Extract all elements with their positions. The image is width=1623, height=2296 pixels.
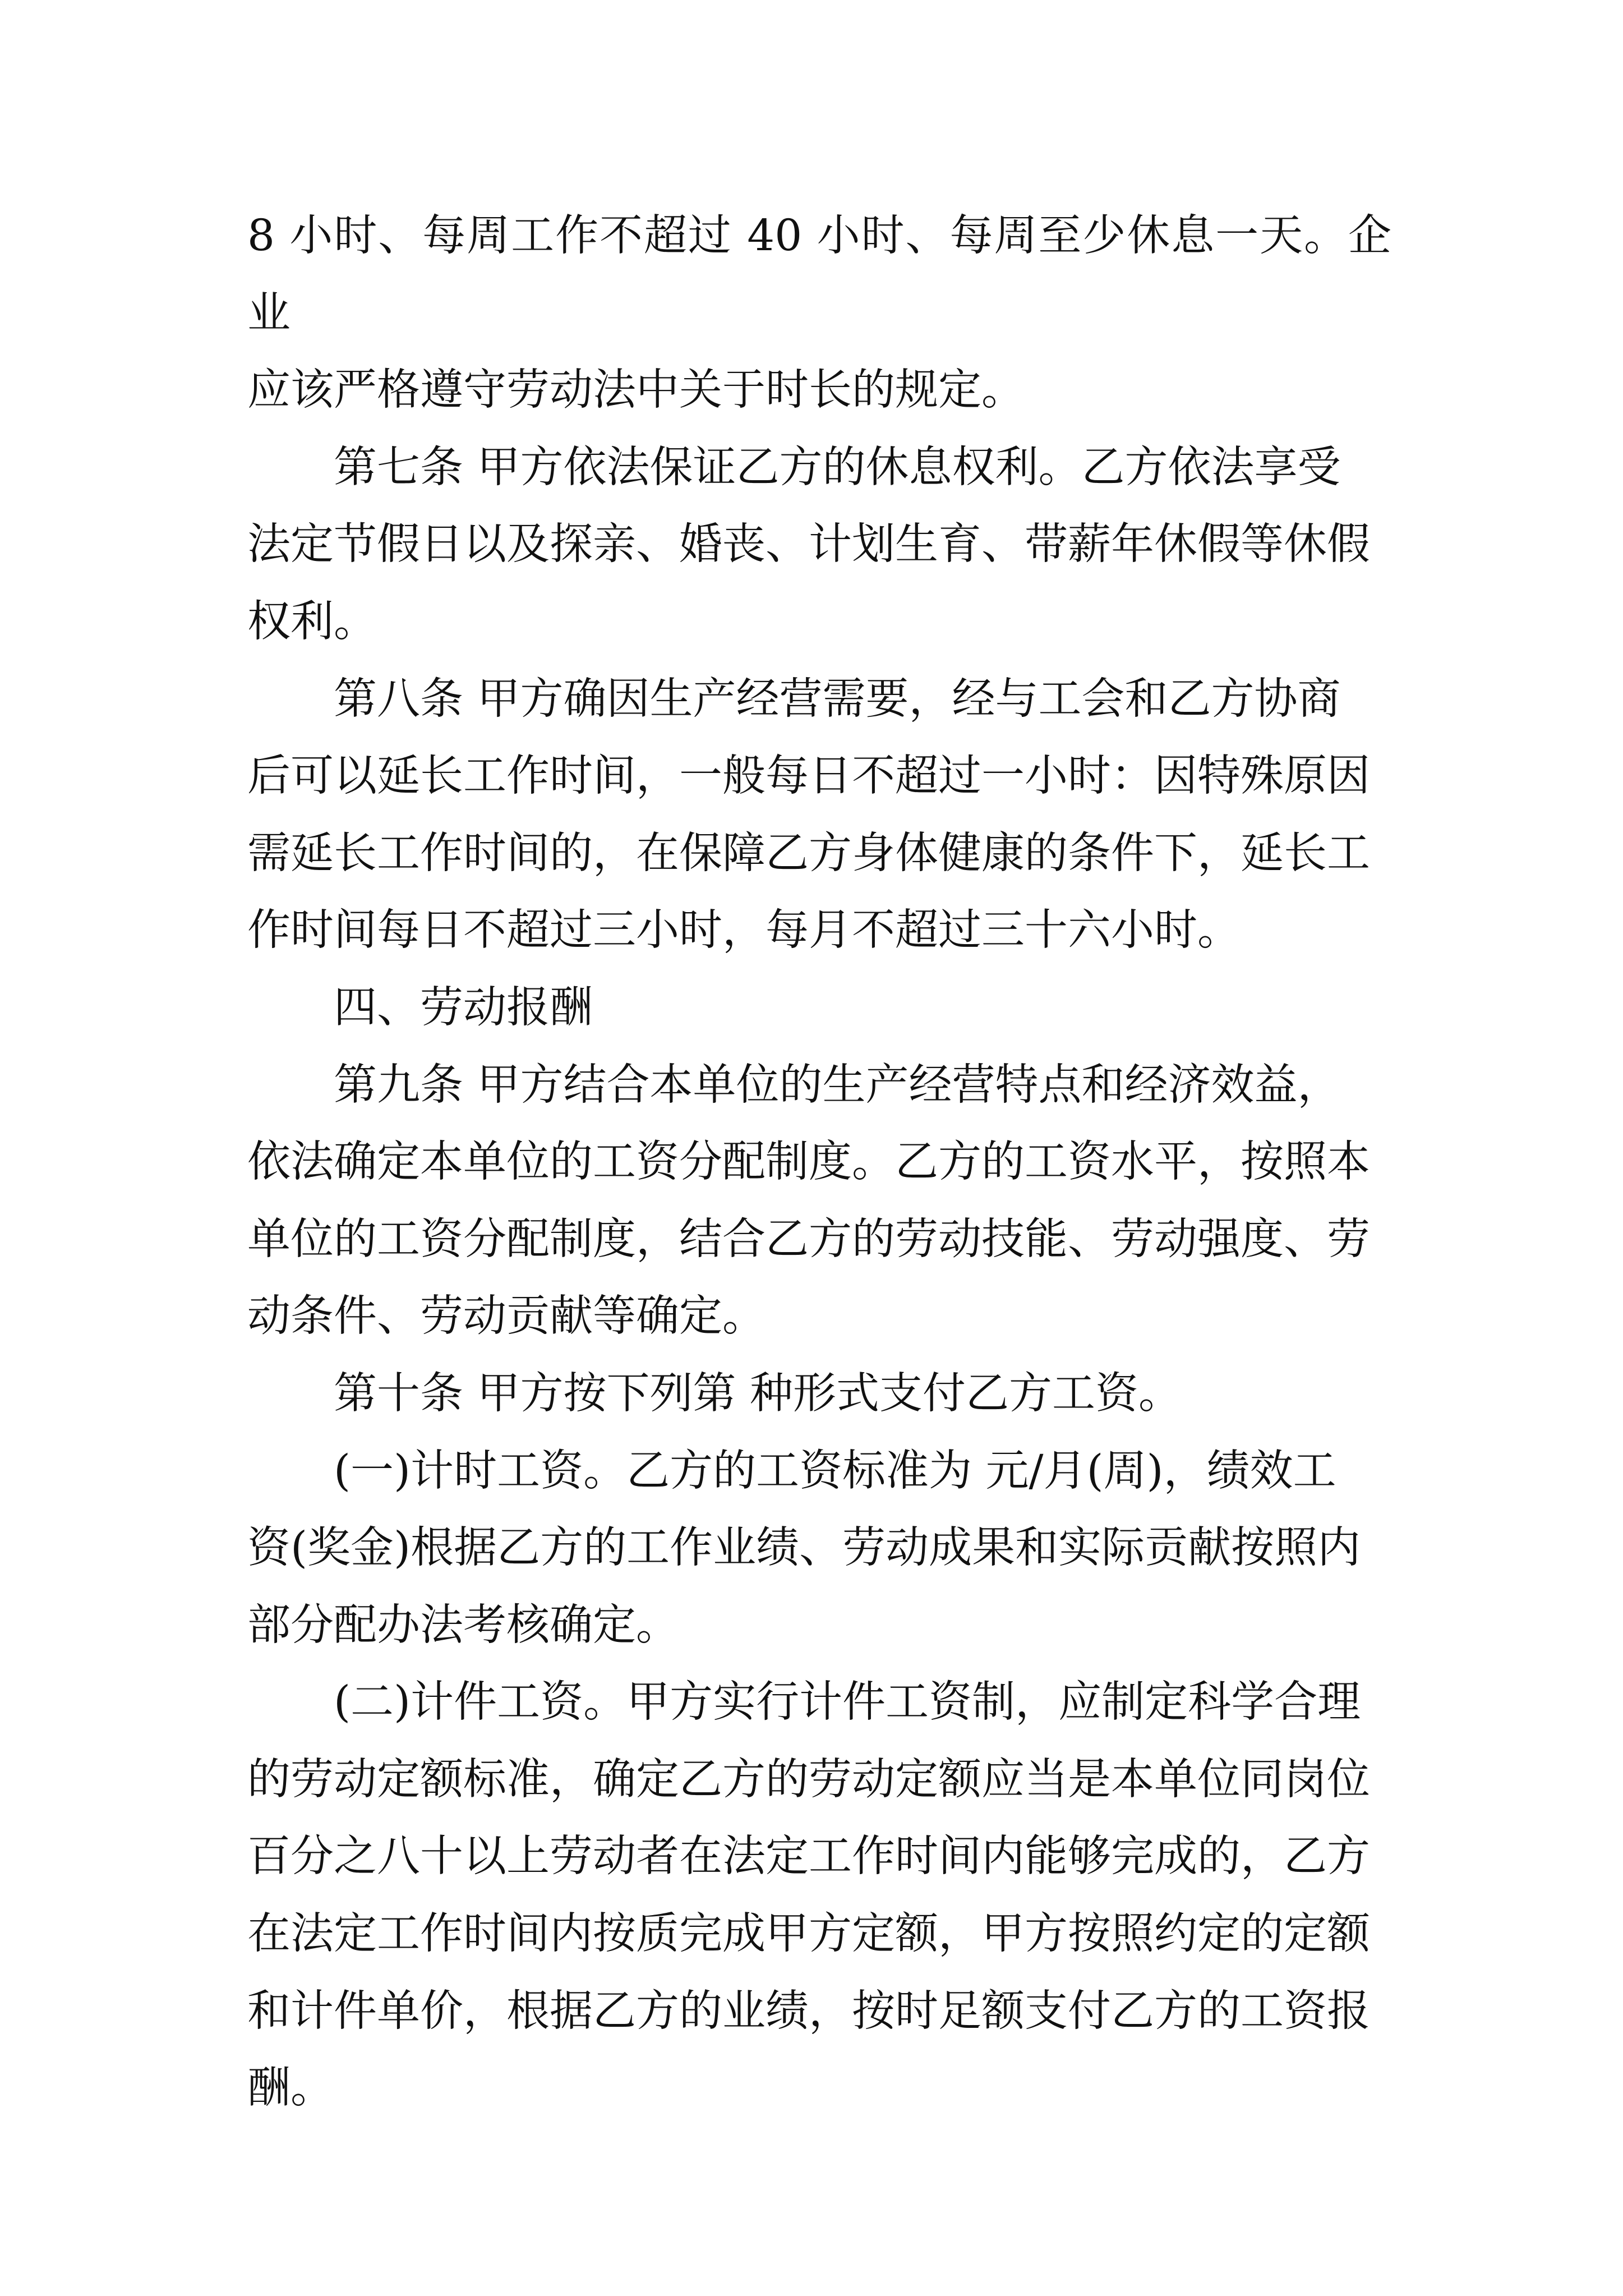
paragraph-item-1 bbox=[247, 1433, 1391, 1664]
text-line: 的劳动定额标准，确定乙方的劳动定额应当是本单位同岗位 bbox=[247, 1754, 1370, 1805]
text-line: 第九条 甲方结合本单位的生产经营特点和经济效益， bbox=[334, 1060, 1341, 1110]
text-line: 依法确定本单位的工资分配制度。乙方的工资水平，按照本 bbox=[247, 1137, 1370, 1188]
text-line: 四、劳动报酬 bbox=[334, 982, 593, 1033]
text-line: (二)计件工资。甲方实行计件工资制，应制定科学合理 bbox=[334, 1677, 1361, 1728]
text-line: 资(奖金)根据乙方的工作业绩、劳动成果和实际贡献按照内 bbox=[247, 1523, 1361, 1573]
section-heading bbox=[247, 969, 1391, 1047]
text-line: (一)计时工资。乙方的工资标准为 元/月(周)，绩效工 bbox=[334, 1446, 1336, 1496]
text-line: 后可以延长工作时间，一般每日不超过一小时：因特殊原因 bbox=[247, 751, 1370, 802]
text-line: 权利。 bbox=[247, 596, 377, 647]
text-line: 酬。 bbox=[247, 2063, 334, 2114]
text-line: 应该严格遵守劳动法中关于时长的规定。 bbox=[247, 365, 1025, 416]
text-line: 第七条 甲方依法保证乙方的休息权利。乙方依法享受 bbox=[334, 442, 1341, 493]
paragraph-continuation bbox=[247, 197, 1391, 429]
text-line: 部分配办法考核确定。 bbox=[247, 1600, 679, 1650]
paragraph-article-10 bbox=[247, 1355, 1391, 1433]
paragraph-article-8 bbox=[247, 661, 1391, 969]
document-body bbox=[247, 197, 1391, 2127]
text-line: 单位的工资分配制度，结合乙方的劳动技能、劳动强度、劳 bbox=[247, 1214, 1370, 1264]
text-line: 动条件、劳动贡献等确定。 bbox=[247, 1291, 766, 1342]
paragraph-item-2 bbox=[247, 1664, 1391, 2127]
paragraph-article-9 bbox=[247, 1047, 1391, 1355]
text-line: 作时间每日不超过三小时，每月不超过三十六小时。 bbox=[247, 905, 1241, 956]
text-line: 第十条 甲方按下列第 种形式支付乙方工资。 bbox=[334, 1368, 1182, 1419]
text-line: 和计件单价，根据乙方的业绩，按时足额支付乙方的工资报 bbox=[247, 1986, 1370, 2036]
paragraph-article-7 bbox=[247, 429, 1391, 661]
text-line: 在法定工作时间内按质完成甲方定额，甲方按照约定的定额 bbox=[247, 1909, 1370, 1959]
text-line: 8 小时、每周工作不超过 40 小时、每周至少休息一天。企业 bbox=[247, 211, 1391, 338]
text-line: 百分之八十以上劳动者在法定工作时间内能够完成的，乙方 bbox=[247, 1832, 1370, 1882]
text-line: 需延长工作时间的，在保障乙方身体健康的条件下，延长工 bbox=[247, 828, 1370, 878]
text-line: 法定节假日以及探亲、婚丧、计划生育、带薪年休假等休假 bbox=[247, 519, 1370, 570]
text-line: 第八条 甲方确因生产经营需要，经与工会和乙方协商 bbox=[334, 674, 1341, 724]
